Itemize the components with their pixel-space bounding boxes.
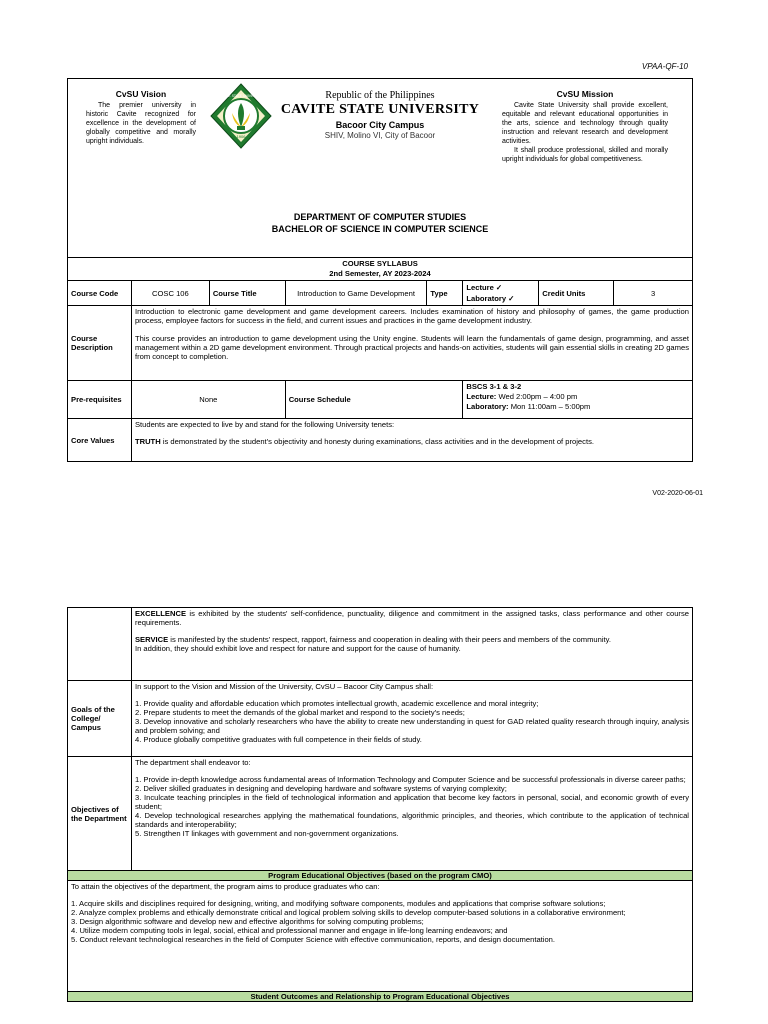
service-text-2: In addition, they should exhibit love and respect for nature and support for the cause of humanity. — [134, 644, 461, 653]
core-values-continued-label — [68, 608, 132, 681]
schedule-lecture: Wed 2:00pm – 4:00 pm — [498, 392, 578, 401]
core-values-continued-cell — [131, 608, 692, 681]
course-code: COSC 106 — [131, 281, 209, 306]
university-heading — [280, 90, 480, 140]
schedule-label: Course Schedule — [285, 381, 463, 419]
so-header: Student Outcomes and Relationship to Program Educational Objectives — [68, 992, 693, 1002]
excellence-text: is exhibited by the students' self-confidence, punctuality, diligence and commitment in the assigned tasks, class performance and other course requirements. — [134, 609, 689, 627]
goals-cell — [131, 681, 692, 757]
course-title: Introduction to Game Development — [285, 281, 427, 306]
syllabus-title-cell — [68, 258, 693, 281]
type-label: Type — [427, 281, 463, 306]
peo-item: 5. Conduct relevant technological researches in the field of Computer Science with effective communication, reports, and design documentation. — [71, 935, 556, 944]
peo-item: 3. Design algorithmic software and develop new and effective algorithms for solving computing problems; — [71, 917, 424, 926]
core-values-intro: Students are expected to live by and stand for the following University tenets: — [134, 420, 395, 429]
peo-header: Program Educational Objectives (based on the program CMO) — [68, 871, 693, 881]
peo-item: 1. Acquire skills and disciplines required for designing, writing, and modifying software components, modules and applications that comprise software solutions; — [71, 899, 606, 908]
objectives-cell — [131, 757, 692, 871]
service-text: is manifested by the students' respect, rapport, fairness and cooperation in dealing with their peers and members of the community. — [170, 635, 612, 644]
syllabus-title: COURSE SYLLABUS — [342, 259, 418, 268]
goal-item: 3. Develop innovative and scholarly researchers who have the ability to create new understanding in quest for GAD related quality research through inquiry, analysis and problem solving; and — [134, 717, 689, 735]
peo-intro: To attain the objectives of the department, the program aims to produce graduates who can: — [71, 882, 380, 891]
syllabus-table — [67, 257, 693, 462]
university-seal-logo — [210, 83, 272, 149]
goals-intro: In support to the Vision and Mission of the University, CvSU – Bacoor City Campus shall: — [134, 682, 434, 691]
prereq: None — [131, 381, 285, 419]
objective-item: 1. Provide in-depth knowledge across fundamental areas of Information Technology and Computer Science and be successful professionals in diverse career paths; — [134, 775, 686, 784]
goal-item: 1. Provide quality and affordable education which promotes intellectual growth, academic excellence and moral integrity; — [134, 699, 539, 708]
core-values-cell — [131, 419, 692, 462]
version-code: V02-2020-06-01 — [652, 490, 703, 497]
schedule-sections: BSCS 3-1 & 3-2 — [466, 382, 522, 391]
objective-item: 4. Develop technological researches applying the mathematical foundations, algorithmic principles, and theories, which contribute to the application of technical standards and interoperability; — [134, 811, 689, 829]
goals-label: Goals of the College/ Campus — [68, 681, 132, 757]
description-2: This course provides an introduction to game development using the Unity engine. Students will learn the fundamentals of game design, programming, and asset management within a 2D game development environment. Through practical projects and hands-on activities, students will gain essential skills in creating 2D games from concept to completion. — [134, 334, 689, 361]
course-title-label: Course Title — [209, 281, 285, 306]
peo-cell — [68, 881, 693, 992]
peo-list — [71, 899, 689, 944]
credit-units-label: Credit Units — [539, 281, 614, 306]
peo-item: 4. Utilize modern computing tools in legal, social, ethical and professional manner and engage in life-long learning endeavors; and — [71, 926, 508, 935]
mission-block — [502, 89, 668, 186]
republic-line: Republic of the Philippines — [325, 90, 435, 101]
schedule-lab-label: Laboratory: — [466, 402, 509, 411]
page2-table — [67, 607, 693, 1002]
vision-block — [86, 89, 196, 146]
goal-item: 2. Prepare students to meet the demands of the global market and respond to the society's needs; — [134, 708, 465, 717]
seal-year: 1906 — [236, 134, 246, 139]
schedule-cell — [463, 381, 693, 419]
peo-item: 2. Analyze complex problems and ethically demonstrate critical and logical problem solving skills to develop computer-based solutions in a collaborative environment; — [71, 908, 626, 917]
type-cell — [463, 281, 539, 306]
schedule-lecture-label: Lecture: — [466, 392, 497, 401]
credit-units: 3 — [614, 281, 693, 306]
description-1: Introduction to electronic game development and game development careers. Includes examination of history and philosophy of games, the game production process, employee factors for success in the field, and current issues and practices in the game development industry. — [134, 307, 689, 325]
objectives-intro: The department shall endeavor to: — [134, 758, 251, 767]
objective-item: 3. Inculcate teaching principles in the field of technological information and application that become key factors in personal, social, and economic growth of every student; — [134, 793, 689, 811]
excellence-label: EXCELLENCE — [134, 609, 187, 618]
goals-list — [135, 699, 689, 744]
objective-item: 5. Strengthen IT linkages with government and non-government organizations. — [134, 829, 399, 838]
type-laboratory: Laboratory ✓ — [466, 294, 515, 303]
mission-text-2: It shall produce professional, skilled and morally upright individuals for global competitiveness. — [502, 147, 668, 163]
semester: 2nd Semester, AY 2023-2024 — [329, 269, 431, 278]
service-label: SERVICE — [134, 635, 169, 644]
program-name: BACHELOR OF SCIENCE IN COMPUTER SCIENCE — [271, 224, 489, 234]
mission-title: CvSU Mission — [556, 89, 614, 99]
department-heading — [67, 211, 693, 235]
objectives-list — [135, 775, 689, 838]
campus-name: Bacoor City Campus — [335, 120, 425, 130]
truth-label: TRUTH — [134, 437, 161, 446]
truth-text: is demonstrated by the student's objectivity and honesty during examinations, class activities and in the development of projects. — [162, 437, 594, 446]
description-cell — [131, 306, 692, 381]
description-label: Course Description — [68, 306, 132, 381]
campus-address: SHIV, Molino VI, City of Bacoor — [324, 131, 436, 140]
department-name: DEPARTMENT OF COMPUTER STUDIES — [293, 212, 467, 222]
university-name: CAVITE STATE UNIVERSITY — [280, 102, 480, 117]
vision-title: CvSU Vision — [115, 89, 167, 99]
prereq-label: Pre-requisites — [68, 381, 132, 419]
schedule-lab: Mon 11:00am – 5:00pm — [510, 402, 591, 411]
course-code-label: Course Code — [68, 281, 132, 306]
vision-text: The premier university in historic Cavite recognized for excellence in the development of globally competitive and morally upright individuals. — [86, 102, 196, 145]
objective-item: 2. Deliver skilled graduates in designing and developing hardware and software systems of varying complexity; — [134, 784, 507, 793]
form-code: VPAA-QF-10 — [641, 62, 688, 71]
mission-text-1: Cavite State University shall provide excellent, equitable and relevant educational opportunities in the arts, science and technology through quality instruction and relevant research and development activities. — [502, 102, 668, 145]
objectives-label: Objectives of the Department — [68, 757, 132, 871]
core-values-label: Core Values — [68, 419, 132, 462]
goal-item: 4. Produce globally competitive graduates with full competence in their fields of study. — [134, 735, 422, 744]
seal-ring-text: CAVITE STATE UNIVERSITY — [218, 94, 264, 98]
type-lecture: Lecture ✓ — [466, 283, 503, 292]
